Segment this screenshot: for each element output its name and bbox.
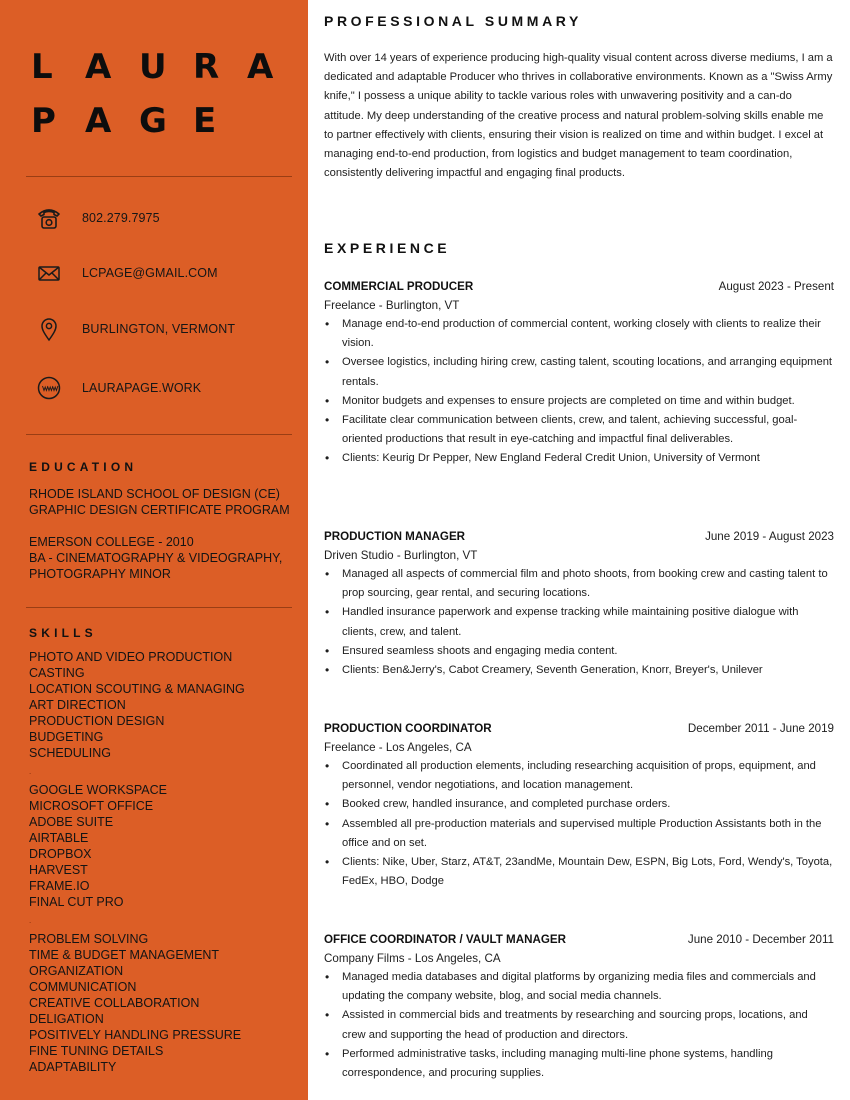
job-dates: June 2010 - December 2011 — [687, 933, 834, 946]
job-bullets — [324, 315, 834, 469]
job-dates: June 2019 - August 2023 — [705, 530, 834, 543]
contact-website — [36, 374, 276, 402]
education-list — [29, 486, 290, 582]
name-letter: A — [85, 101, 112, 141]
skill-item: DELIGATION — [29, 1012, 104, 1026]
sidebar — [0, 0, 308, 1100]
skill-item: LOCATION SCOUTING & MANAGING — [29, 682, 245, 696]
skill-item: DROPBOX — [29, 847, 92, 861]
job-bullet: • Assembled all pre-production materials and supervised multiple Production Assistants both in the office and on set. — [324, 815, 834, 853]
skill-item: FINE TUNING DETAILS — [29, 1044, 164, 1058]
name-letter: L — [31, 47, 53, 87]
job-bullets — [324, 757, 834, 891]
job-bullet: • Assisted in commercial bids and treatments by researching and sourcing props, locations, and crew and supporting the head of production and directors. — [324, 1006, 834, 1044]
candidate-name — [31, 40, 301, 148]
job-header — [324, 277, 834, 296]
job-title: COMMERCIAL PRODUCER — [324, 280, 474, 293]
skill-item: GOOGLE WORKSPACE — [29, 783, 167, 797]
job-entry — [324, 527, 834, 680]
summary-text: With over 14 years of experience producing high-quality visual content across diverse mediums, I am a dedicated and adaptable Producer who thrives in collaborative environments. Known as a "Swiss Army knife," I possess a unique ability to tackle various roles with unwavering positivity and a can-do attitude. My deep understanding of the creative process and natural problem-solving skills enable me to partner effectively with clients, ensuring their vision is realized on time and within budget. I excel at managing end-to-end production, from logistics and budget management to team coordination, consistently delivering impactful and engaging final products. — [324, 52, 833, 180]
job-bullet: • Monitor budgets and expenses to ensure projects are completed on time and within budget. — [324, 392, 834, 411]
job-bullet: • Performed administrative tasks, including managing multi-line phone systems, handling correspondence, and procuring supplies. — [324, 1045, 834, 1083]
location-text: BURLINGTON, VERMONT — [82, 322, 236, 336]
education-heading: EDUCATION — [29, 460, 138, 474]
skill-item: BUDGETING — [29, 730, 104, 744]
education-line: GRAPHIC DESIGN CERTIFICATE PROGRAM — [29, 503, 290, 517]
first-name — [31, 40, 301, 94]
job-bullets — [324, 968, 834, 1083]
divider — [26, 434, 292, 435]
summary-heading: PROFESSIONAL SUMMARY — [324, 13, 582, 29]
skill-item: FRAME.IO — [29, 879, 90, 893]
skill-item: COMMUNICATION — [29, 980, 137, 994]
contact-location — [36, 315, 276, 343]
job-entry — [324, 930, 834, 1083]
job-bullet: • Clients: Nike, Uber, Starz, AT&T, 23andMe, Mountain Dew, ESPN, Big Lots, Ford, Wendy's, Toyota, FedEx, HBO, Dodge — [324, 853, 834, 891]
job-entry — [324, 719, 834, 891]
job-title: PRODUCTION COORDINATOR — [324, 722, 492, 735]
name-letter: G — [139, 101, 167, 141]
job-header — [324, 527, 834, 546]
divider — [26, 607, 292, 608]
website-link[interactable]: LAURAPAGE.WORK — [82, 381, 202, 395]
job-company: Freelance - Burlington, VT — [324, 299, 460, 312]
skill-separator: . — [29, 767, 32, 776]
skill-separator: . — [29, 916, 32, 925]
skill-item: PRODUCTION DESIGN — [29, 714, 165, 728]
job-bullet: • Clients: Keurig Dr Pepper, New England Federal Credit Union, University of Vermont — [324, 449, 834, 468]
job-bullet: • Managed media databases and digital platforms by organizing media files and commercials and updating the company website, blog, and social media channels. — [324, 968, 834, 1006]
www-icon — [36, 375, 62, 401]
job-header — [324, 930, 834, 949]
job-company: Freelance - Los Angeles, CA — [324, 741, 472, 754]
skill-item: FINAL CUT PRO — [29, 895, 124, 909]
skill-item: POSITIVELY HANDLING PRESSURE — [29, 1028, 242, 1042]
education-line: RHODE ISLAND SCHOOL OF DESIGN (CE) — [29, 487, 280, 501]
skill-item: TIME & BUDGET MANAGEMENT — [29, 948, 220, 962]
divider — [26, 176, 292, 177]
job-entry — [324, 277, 834, 469]
job-bullets — [324, 565, 834, 680]
skill-item: SCHEDULING — [29, 746, 111, 760]
education-line: EMERSON COLLEGE - 2010 — [29, 535, 194, 549]
skill-item: AIRTABLE — [29, 831, 89, 845]
job-dates: August 2023 - Present — [718, 280, 834, 293]
skills-heading: SKILLS — [29, 626, 97, 640]
job-title: PRODUCTION MANAGER — [324, 530, 466, 543]
skill-item: ADOBE SUITE — [29, 815, 114, 829]
phone-icon — [36, 205, 62, 231]
job-bullet: • Manage end-to-end production of commercial content, working closely with clients to realize their vision. — [324, 315, 834, 353]
name-letter: P — [31, 101, 56, 141]
skill-item: PHOTO AND VIDEO PRODUCTION — [29, 650, 233, 664]
job-company: Company Films - Los Angeles, CA — [324, 952, 501, 965]
education-line: BA - CINEMATOGRAPHY & VIDEOGRAPHY, — [29, 551, 283, 565]
name-letter: R — [193, 47, 220, 87]
job-dates: December 2011 - June 2019 — [687, 722, 834, 735]
email-address[interactable]: LCPAGE@GMAIL.COM — [82, 266, 218, 280]
contact-phone — [36, 204, 276, 232]
skill-item: MICROSOFT OFFICE — [29, 799, 154, 813]
location-pin-icon — [36, 316, 62, 342]
skill-item: HARVEST — [29, 863, 88, 877]
job-bullet: • Oversee logistics, including hiring crew, casting talent, scouting locations, and arranging equipment rentals. — [324, 353, 834, 391]
job-bullet: • Ensured seamless shoots and engaging media content. — [324, 642, 834, 661]
job-bullet: • Managed all aspects of commercial film and photo shoots, from booking crew and casting talent to prop sourcing, gear rental, and securing locations. — [324, 565, 834, 603]
skill-item: PROBLEM SOLVING — [29, 932, 149, 946]
last-name — [31, 94, 301, 148]
contact-email — [36, 259, 276, 287]
name-letter: A — [247, 47, 274, 87]
job-bullet: • Booked crew, handled insurance, and completed purchase orders. — [324, 795, 834, 814]
mail-icon — [36, 260, 62, 286]
job-bullet: • Facilitate clear communication between clients, crew, and talent, achieving successful, goal-oriented productions that result in eye-catching and impactful final deliverables. — [324, 411, 834, 449]
job-header — [324, 719, 834, 738]
education-line: PHOTOGRAPHY MINOR — [29, 567, 171, 581]
name-letter: U — [139, 47, 167, 87]
skill-item: ORGANIZATION — [29, 964, 124, 978]
skill-item: ADAPTABILITY — [29, 1060, 117, 1074]
job-title: OFFICE COORDINATOR / VAULT MANAGER — [324, 933, 566, 946]
skills-list — [29, 649, 245, 1075]
name-letter: E — [193, 101, 217, 141]
job-bullet: • Coordinated all production elements, including researching acquisition of props, equipment, and personnel, vendor negotiations, and location management. — [324, 757, 834, 795]
skill-item: CREATIVE COLLABORATION — [29, 996, 200, 1010]
experience-heading: EXPERIENCE — [324, 240, 451, 256]
skill-item: CASTING — [29, 666, 85, 680]
skill-item: ART DIRECTION — [29, 698, 126, 712]
job-company: Driven Studio - Burlington, VT — [324, 549, 478, 562]
job-bullet: • Handled insurance paperwork and expense tracking while maintaining positive dialogue with clients, crew, and talent. — [324, 603, 834, 641]
name-letter: A — [85, 47, 112, 87]
phone-number[interactable]: 802.279.7975 — [82, 211, 160, 225]
job-bullet: • Clients: Ben&Jerry's, Cabot Creamery, Seventh Generation, Knorr, Breyer's, Unilever — [324, 661, 834, 680]
